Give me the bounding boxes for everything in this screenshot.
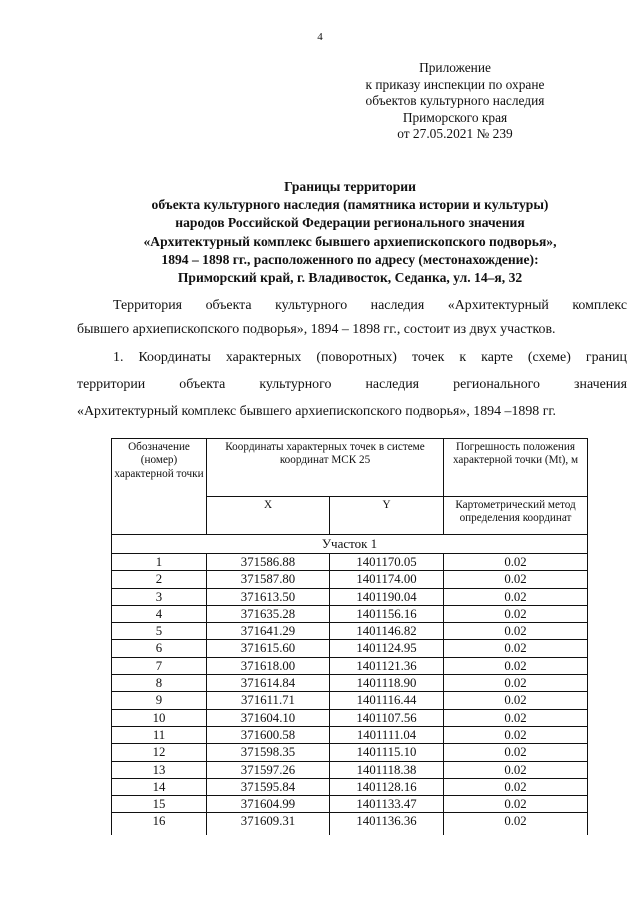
point-number-cell: 12 [112,744,207,761]
title-line: объекта культурного наследия (памятника истории и культуры) [151,197,549,213]
x-coordinate-cell: 371598.35 [207,744,330,761]
x-coordinate-cell: 371600.58 [207,726,330,743]
y-coordinate-cell: 1401174.00 [330,571,444,588]
error-cell: 0.02 [444,623,588,640]
point-number-cell: 7 [112,657,207,674]
x-coordinate-cell: 371597.26 [207,761,330,778]
appendix-line: к приказу инспекции по охране [365,76,545,92]
paragraph-line: территории объекта культурного наследия регионального значения [77,377,627,392]
header-coordinates: Координаты характерных точек в системе координат МСК 25 [207,439,444,497]
x-coordinate-cell: 371586.88 [207,554,330,571]
coordinates-table [111,438,588,835]
table-row [112,605,588,622]
y-coordinate-cell: 1401128.16 [330,778,444,795]
error-cell: 0.02 [444,657,588,674]
table-row [112,640,588,657]
table-row [112,726,588,743]
point-number-cell: 3 [112,588,207,605]
section-label: Участок 1 [112,535,588,554]
x-coordinate-cell: 371604.10 [207,709,330,726]
error-cell: 0.02 [444,640,588,657]
y-coordinate-cell: 1401107.56 [330,709,444,726]
appendix-line: объектов культурного наследия [365,93,545,109]
point-number-cell: 16 [112,813,207,836]
y-coordinate-cell: 1401111.04 [330,726,444,743]
table-row [112,657,588,674]
paragraph-line: «Архитектурный комплекс бывшего архиепископского подворья», 1894 –1898 гг. [77,404,557,419]
title-line: Границы территории [284,179,416,194]
error-cell: 0.02 [444,571,588,588]
error-cell: 0.02 [444,588,588,605]
x-coordinate-cell: 371611.71 [207,692,330,709]
x-coordinate-cell: 371613.50 [207,588,330,605]
title-line: «Архитектурный комплекс бывшего архиепископского подворья», [143,233,557,249]
point-number-cell: 15 [112,796,207,813]
header-method: Картометрический метод определения координат [444,497,588,535]
point-number-cell: 9 [112,692,207,709]
point-number-cell: 4 [112,605,207,622]
table-row [112,692,588,709]
x-coordinate-cell: 371615.60 [207,640,330,657]
error-cell: 0.02 [444,726,588,743]
table-row [112,675,588,692]
point-number-cell: 14 [112,778,207,795]
appendix-line: Приложение [419,60,491,75]
y-coordinate-cell: 1401136.36 [330,813,444,836]
table-row [112,744,588,761]
point-number-cell: 11 [112,726,207,743]
header-y: Y [330,497,444,535]
y-coordinate-cell: 1401170.05 [330,554,444,571]
point-number-cell: 8 [112,675,207,692]
section-row [112,535,588,554]
point-number-cell: 1 [112,554,207,571]
error-cell: 0.02 [444,709,588,726]
appendix-block [340,60,570,143]
error-cell: 0.02 [444,675,588,692]
paragraph-line: 1. Координаты характерных (поворотных) точек к карте (схеме) границ [113,350,627,365]
x-coordinate-cell: 371587.80 [207,571,330,588]
point-number-cell: 5 [112,623,207,640]
x-coordinate-cell: 371641.29 [207,623,330,640]
y-coordinate-cell: 1401115.10 [330,744,444,761]
y-coordinate-cell: 1401133.47 [330,796,444,813]
error-cell: 0.02 [444,554,588,571]
point-number-cell: 6 [112,640,207,657]
y-coordinate-cell: 1401156.16 [330,605,444,622]
y-coordinate-cell: 1401116.44 [330,692,444,709]
y-coordinate-cell: 1401124.95 [330,640,444,657]
table-row [112,796,588,813]
title-line: 1894 – 1898 гг., расположенного по адресу (местонахождение): [161,251,539,267]
point-number-cell: 13 [112,761,207,778]
x-coordinate-cell: 371618.00 [207,657,330,674]
table-row [112,813,588,836]
appendix-line: от 27.05.2021 № 239 [397,126,513,142]
error-cell: 0.02 [444,744,588,761]
error-cell: 0.02 [444,813,588,836]
page-number: 4 [317,31,323,43]
y-coordinate-cell: 1401190.04 [330,588,444,605]
paragraph-line: бывшего архиепископского подворья», 1894 – 1898 гг., состоит из двух участков. [77,322,556,337]
header-designation: Обозначение (номер) характерной точки [112,439,207,535]
point-number-cell: 10 [112,709,207,726]
x-coordinate-cell: 371635.28 [207,605,330,622]
error-cell: 0.02 [444,692,588,709]
y-coordinate-cell: 1401118.38 [330,761,444,778]
header-error: Погрешность положения характерной точки (Mt), м [444,439,588,497]
error-cell: 0.02 [444,796,588,813]
appendix-line: Приморского края [402,109,508,125]
x-coordinate-cell: 371604.99 [207,796,330,813]
document-title [60,178,640,287]
table-row [112,778,588,795]
x-coordinate-cell: 371614.84 [207,675,330,692]
y-coordinate-cell: 1401146.82 [330,623,444,640]
error-cell: 0.02 [444,605,588,622]
table-row [112,588,588,605]
error-cell: 0.02 [444,778,588,795]
intro-paragraph [77,298,627,346]
y-coordinate-cell: 1401118.90 [330,675,444,692]
table-row [112,623,588,640]
paragraph-line: Территория объекта культурного наследия «Архитектурный комплекс [113,298,627,313]
table-row [112,554,588,571]
table-row [112,761,588,778]
table-row [112,709,588,726]
header-x: X [207,497,330,535]
x-coordinate-cell: 371609.31 [207,813,330,836]
title-line: Приморский край, г. Владивосток, Седанка, ул. 14–я, 32 [177,270,523,286]
x-coordinate-cell: 371595.84 [207,778,330,795]
point-number-cell: 2 [112,571,207,588]
point-1-paragraph [77,350,627,428]
y-coordinate-cell: 1401121.36 [330,657,444,674]
table-row [112,571,588,588]
title-line: народов Российской Федерации регионального значения [175,215,525,231]
error-cell: 0.02 [444,761,588,778]
table-header-row [112,439,588,497]
